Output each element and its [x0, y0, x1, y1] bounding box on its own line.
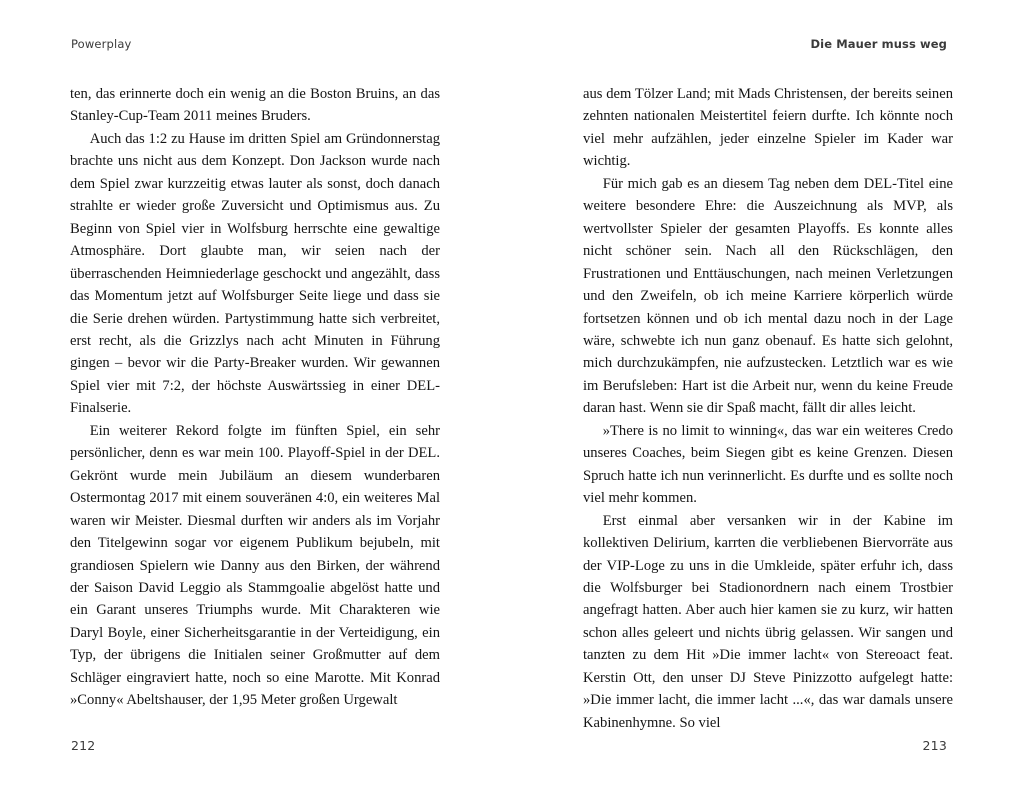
page-number-right: 213 — [922, 738, 947, 753]
text-column-left — [70, 83, 440, 712]
text-column-right — [583, 83, 953, 734]
page-number-left: 212 — [71, 738, 96, 753]
paragraph: Auch das 1:2 zu Hause im dritten Spiel am Gründonnerstag brachte uns nicht aus dem Konzept. Don Jackson wurde nach dem Spiel zwar kurzzeitig etwas lauter als sonst, doch danach strahlte er wieder große Zuversicht und Optimismus aus. Zu Beginn von Spiel vier in Wolfsburg herrschte eine gewaltige Atmosphäre. Dort glaubte man, wir seien nach der überraschenden Heimniederlage geschockt und angezählt, dass das Momentum jetzt auf Wolfsburger Seite liege und dass sie die Serie drehen würden. Partystimmung hatte sich verbreitet, erst recht, als die Grizzlys nach acht Minuten in Führung gingen – bevor wir die Party-Breaker wurden. Wir gewannen Spiel vier mit 7:2, der höchste Auswärtssieg in einer DEL-Finalserie. — [70, 130, 440, 417]
running-head-left: Powerplay — [71, 37, 132, 51]
paragraph: Ein weiterer Rekord folgte im fünften Spiel, ein sehr persönlicher, denn es war mein 100. Playoff-Spiel in der DEL. Gekrönt wurde mein Jubiläum an diesem wunderbaren Ostermontag 2017 mit einem souveränen 4:0, ein weiteres Mal waren wir Meister. Diesmal durften wir anders als im Vorjahr den Titelgewinn sogar vor eigenem Publikum bejubeln, mit grandiosen Spielern wie Danny aus den Birken, der während der Saison David Leggio als Stammgoalie abgelöst hatte und ein Garant unseres Triumphs wurde. Mit Charakteren wie Daryl Boyle, einer Sicherheitsgarantie in der Verteidigung, ein Typ, der übrigens die Initialen seiner Großmutter auf dem Schläger eingraviert hatte, noch so eine Marotte. Mit Konrad »Conny« Abeltshauser, der 1,95 Meter großen Urgewalt — [70, 422, 440, 709]
running-head-right: Die Mauer muss weg — [810, 37, 947, 51]
paragraph: Für mich gab es an diesem Tag neben dem DEL-Titel eine weitere besondere Ehre: die Auszeichnung als MVP, als wertvollster Spieler der gesamten Playoffs. Es konnte alles nicht schöner sein. Nach all den Rückschlägen, den Frustrationen und Enttäuschungen, nach meinen Verletzungen und den Zweifeln, ob ich meine Karriere körperlich würde fortsetzen können und ob ich mental dazu noch in der Lage wäre, schwebte ich nun ganz obenauf. Es hatte sich gelohnt, mich durchzukämpfen, nie aufzustecken. Letztlich war es wie im Berufsleben: Hart ist die Arbeit nur, wenn du keine Freude daran hast. Wenn sie dir Spaß macht, fällt dir alles leicht. — [583, 175, 953, 417]
paragraph: Erst einmal aber versanken wir in der Kabine im kollektiven Delirium, karrten die verbliebenen Biervorräte aus der VIP-Loge zu uns in die Umkleide, später erfuhr ich, dass die Wolfsburger bei Stadionordnern nach einem Trostbier angefragt hatten. Aber auch hier kamen sie zu kurz, wir hatten schon alles geleert und nichts übrig gelassen. Wir sangen und tanzten zu dem Hit »Die immer lacht« von Stereoact feat. Kerstin Ott, den unser DJ Steve Pinizzotto aufgelegt hatte: »Die immer lacht, die immer lacht ...«, das war damals unsere Kabinenhymne. So viel — [583, 512, 953, 731]
paragraph: »There is no limit to winning«, das war ein weiteres Credo unseres Coaches, beim Siegen gibt es keine Grenzen. Diesen Spruch hatte ich nun verinnerlicht. Es durfte und es sollte noch viel mehr kommen. — [583, 422, 953, 507]
paragraph: aus dem Tölzer Land; mit Mads Christensen, der bereits seinen zehnten nationalen Meistertitel feiern durfte. Ich könnte noch viel mehr aufzählen, jeder einzelne Spieler im Kader war wichtig. — [583, 86, 953, 170]
paragraph: ten, das erinnerte doch ein wenig an die Boston Bruins, an das Stanley-Cup-Team 2011 meines Bruders. — [70, 86, 440, 125]
